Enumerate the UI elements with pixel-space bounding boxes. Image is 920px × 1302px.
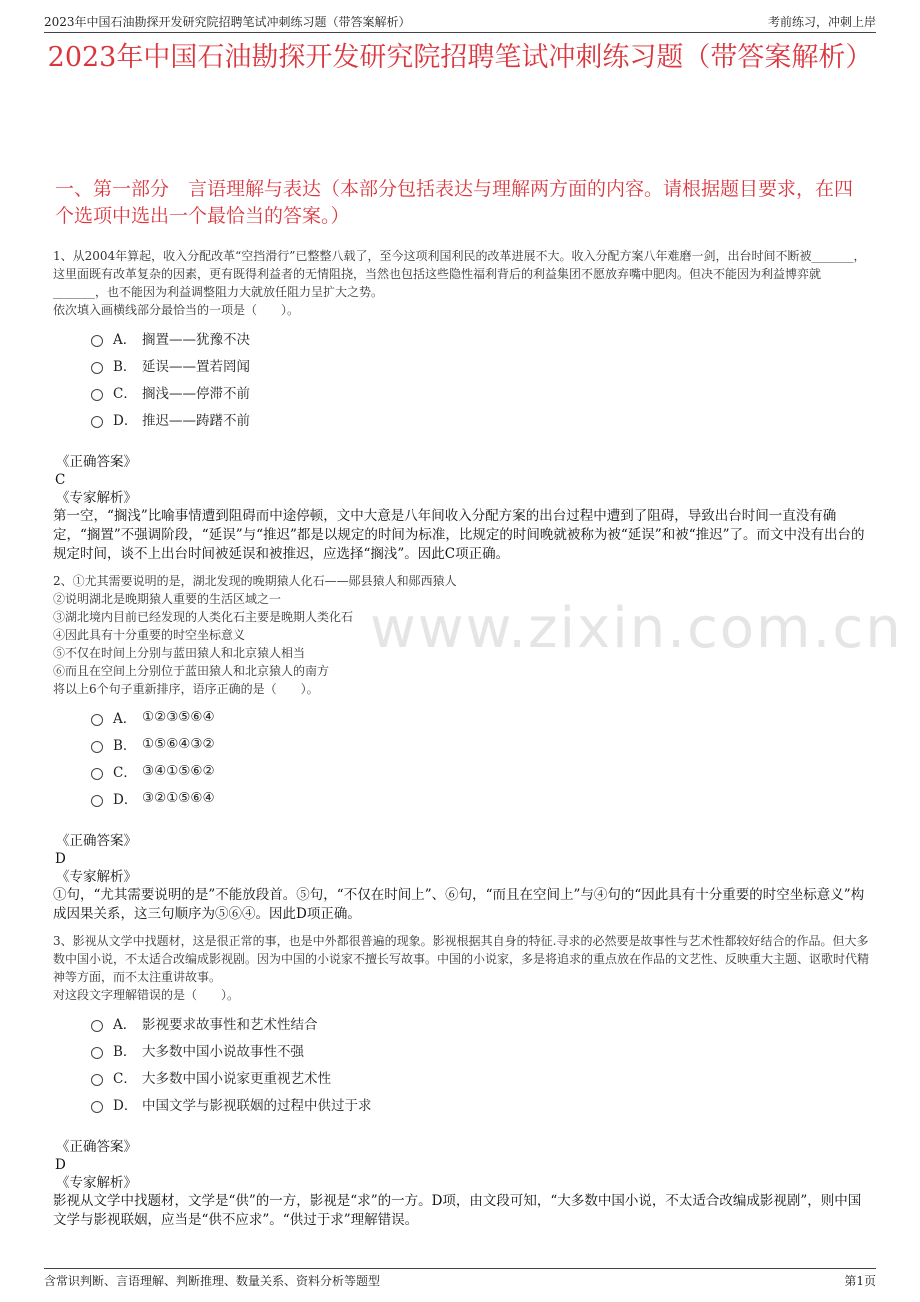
option-text: 延误——置若罔闻 xyxy=(142,358,250,375)
analysis-label: 《专家解析》 xyxy=(56,869,137,885)
radio-icon[interactable] xyxy=(91,795,103,807)
option-b[interactable] xyxy=(91,351,870,378)
option-a[interactable] xyxy=(91,703,870,730)
option-letter: B． xyxy=(113,1043,137,1060)
option-letter: B． xyxy=(113,737,137,754)
option-text: 搁浅——停滞不前 xyxy=(142,385,250,402)
document-title: 2023年中国石油勘探开发研究院招聘笔试冲刺练习题（带答案解析） xyxy=(47,42,873,73)
header-slogan: 考前练习，冲刺上岸 xyxy=(767,15,876,29)
answer-letter: D xyxy=(55,851,66,867)
radio-icon[interactable] xyxy=(91,714,103,726)
option-d[interactable] xyxy=(91,784,870,811)
option-text: ③②①⑤⑥④ xyxy=(142,789,215,806)
option-a[interactable] xyxy=(91,1009,870,1036)
option-text: ③④①⑤⑥② xyxy=(142,762,215,779)
stem-line: 对这段文字理解错误的是（ ）。 xyxy=(53,988,240,1002)
question-stem xyxy=(53,247,870,319)
radio-icon[interactable] xyxy=(91,335,103,347)
option-list xyxy=(91,703,870,811)
option-text: 推迟——踌躇不前 xyxy=(142,412,250,429)
option-letter: C． xyxy=(113,1070,137,1087)
option-d[interactable] xyxy=(91,1090,870,1117)
answer-block xyxy=(53,453,870,564)
question-stem xyxy=(53,932,870,1004)
option-letter: D． xyxy=(113,1097,138,1114)
option-letter: C． xyxy=(113,764,137,781)
radio-icon[interactable] xyxy=(91,362,103,374)
question-2 xyxy=(53,572,870,924)
answer-letter: C xyxy=(55,472,66,488)
stem-line: 将以上6个句子重新排序，语序正确的是（ ）。 xyxy=(53,682,319,696)
header-doc-title: 2023年中国石油勘探开发研究院招聘笔试冲刺练习题（带答案解析） xyxy=(44,15,411,29)
analysis-label: 《专家解析》 xyxy=(56,1175,137,1191)
option-text: 搁置——犹豫不决 xyxy=(142,331,250,348)
question-1 xyxy=(53,247,870,564)
stem-line: ③湖北境内目前已经发现的人类化石主要是晚期人类化石 xyxy=(53,610,354,624)
option-a[interactable] xyxy=(91,324,870,351)
radio-icon[interactable] xyxy=(91,1101,103,1113)
radio-icon[interactable] xyxy=(91,1047,103,1059)
analysis-label: 《专家解析》 xyxy=(56,490,137,506)
question-3 xyxy=(53,932,870,1230)
option-text: ①⑤⑥④③② xyxy=(142,735,215,752)
stem-line: ④因此具有十分重要的时空坐标意义 xyxy=(53,628,246,642)
option-text: 影视要求故事性和艺术性结合 xyxy=(142,1016,318,1033)
stem-line: 3、影视从文学中找题材，这是很正常的事，也是中外都很普遍的现象。影视根据其自身的特征.寻求的必然要是故事性与艺术性都较好结合的作品。但大多数中国小说，不太适合改编成影视剧。因为中国的小说家不擅长写故事。中国的小说家，多是将追求的重点放在作品的文艺性、反映重大主题、讴歌时代精神等方面，而不太注重讲故事。 xyxy=(53,934,870,984)
option-letter: A． xyxy=(113,710,137,727)
option-d[interactable] xyxy=(91,405,870,432)
option-list xyxy=(91,324,870,432)
question-stem xyxy=(53,572,870,698)
answer-block xyxy=(53,1138,870,1230)
stem-line: ②说明湖北是晚期猿人重要的生活区域之一 xyxy=(53,592,282,606)
page-footer xyxy=(44,1268,876,1289)
option-letter: A． xyxy=(113,331,137,348)
option-b[interactable] xyxy=(91,730,870,757)
watermark: www.zixin.com.cn xyxy=(370,596,903,661)
stem-line: ⑤不仅在时间上分别与蓝田猿人和北京猿人相当 xyxy=(53,646,306,660)
option-c[interactable] xyxy=(91,1063,870,1090)
stem-line: 2、①尤其需要说明的是，湖北发现的晚期猿人化石——郧县猿人和郧西猿人 xyxy=(53,574,457,588)
page-header xyxy=(44,12,876,33)
answer-label: 《正确答案》 xyxy=(56,1139,137,1155)
footer-topics: 含常识判断、言语理解、判断推理、数量关系、资料分析等题型 xyxy=(44,1274,381,1288)
radio-icon[interactable] xyxy=(91,416,103,428)
question-list xyxy=(53,247,870,1230)
option-text: 大多数中国小说故事性不强 xyxy=(142,1043,304,1060)
option-letter: D． xyxy=(113,412,138,429)
page-number: 第1页 xyxy=(844,1274,876,1288)
option-letter: A． xyxy=(113,1016,137,1033)
option-c[interactable] xyxy=(91,378,870,405)
option-b[interactable] xyxy=(91,1036,870,1063)
answer-label: 《正确答案》 xyxy=(56,454,137,470)
answer-block xyxy=(53,832,870,924)
option-text: 中国文学与影视联姻的过程中供过于求 xyxy=(142,1097,372,1114)
option-text: 大多数中国小说家更重视艺术性 xyxy=(142,1070,331,1087)
option-list xyxy=(91,1009,870,1117)
option-text: ①②③⑤⑥④ xyxy=(142,708,215,725)
section-heading: 一、第一部分 言语理解与表达（本部分包括表达与理解两方面的内容。请根据题目要求，在四个选项中选出一个最恰当的答案。） xyxy=(55,178,854,227)
option-c[interactable] xyxy=(91,757,870,784)
stem-line: 1、从2004年算起，收入分配改革“空挡滑行”已整整八载了，至今这项利国利民的改革进展不大。收入分配方案八年难磨一剑，出台时间不断被_______，这里面既有改革复杂的因素，更有既得利益者的无情阻挠，当然也包括这些隐性福利背后的利益集团不愿放弃嘴中肥肉。但决不能因为利益博弈就_______，也不能因为利益调整阻力大就放任阻力呈扩大之势。 xyxy=(53,249,866,299)
option-letter: B． xyxy=(113,358,137,375)
radio-icon[interactable] xyxy=(91,1074,103,1086)
option-letter: C． xyxy=(113,385,137,402)
radio-icon[interactable] xyxy=(91,389,103,401)
option-letter: D． xyxy=(113,791,138,808)
analysis-text: 第一空，“搁浅”比喻事情遭到阻碍而中途停顿，文中大意是八年间收入分配方案的出台过程中遭到了阻碍，导致出台时间一直没有确定，“搁置”不强调阶段，“延误”与“推迟”都是以规定的时间为标准，比规定的时间晚就被称为被“延误”和被“推迟”了。而文中没有出台的规定时间，谈不上出台时间被延误和被推迟，应选择“搁浅”。因此C项正确。 xyxy=(53,508,865,562)
radio-icon[interactable] xyxy=(91,1020,103,1032)
answer-letter: D xyxy=(55,1157,66,1173)
stem-line: 依次填入画横线部分最恰当的一项是（ ）。 xyxy=(53,303,300,317)
analysis-text: 影视从文学中找题材，文学是“供”的一方，影视是“求”的一方。D项，由文段可知，“大多数中国小说，不太适合改编成影视剧”，则中国文学与影视联姻，应当是“供不应求”。“供过于求”理解错误。 xyxy=(53,1193,862,1228)
radio-icon[interactable] xyxy=(91,768,103,780)
stem-line: ⑥而且在空间上分别位于蓝田猿人和北京猿人的南方 xyxy=(53,664,330,678)
analysis-text: ①句，“尤其需要说明的是”不能放段首。⑤句，“不仅在时间上”、⑥句，“而且在空间上”与④句的“因此具有十分重要的时空坐标意义”构成因果关系，这三句顺序为⑤⑥④。因此D项正确。 xyxy=(53,887,865,922)
radio-icon[interactable] xyxy=(91,741,103,753)
answer-label: 《正确答案》 xyxy=(56,833,137,849)
